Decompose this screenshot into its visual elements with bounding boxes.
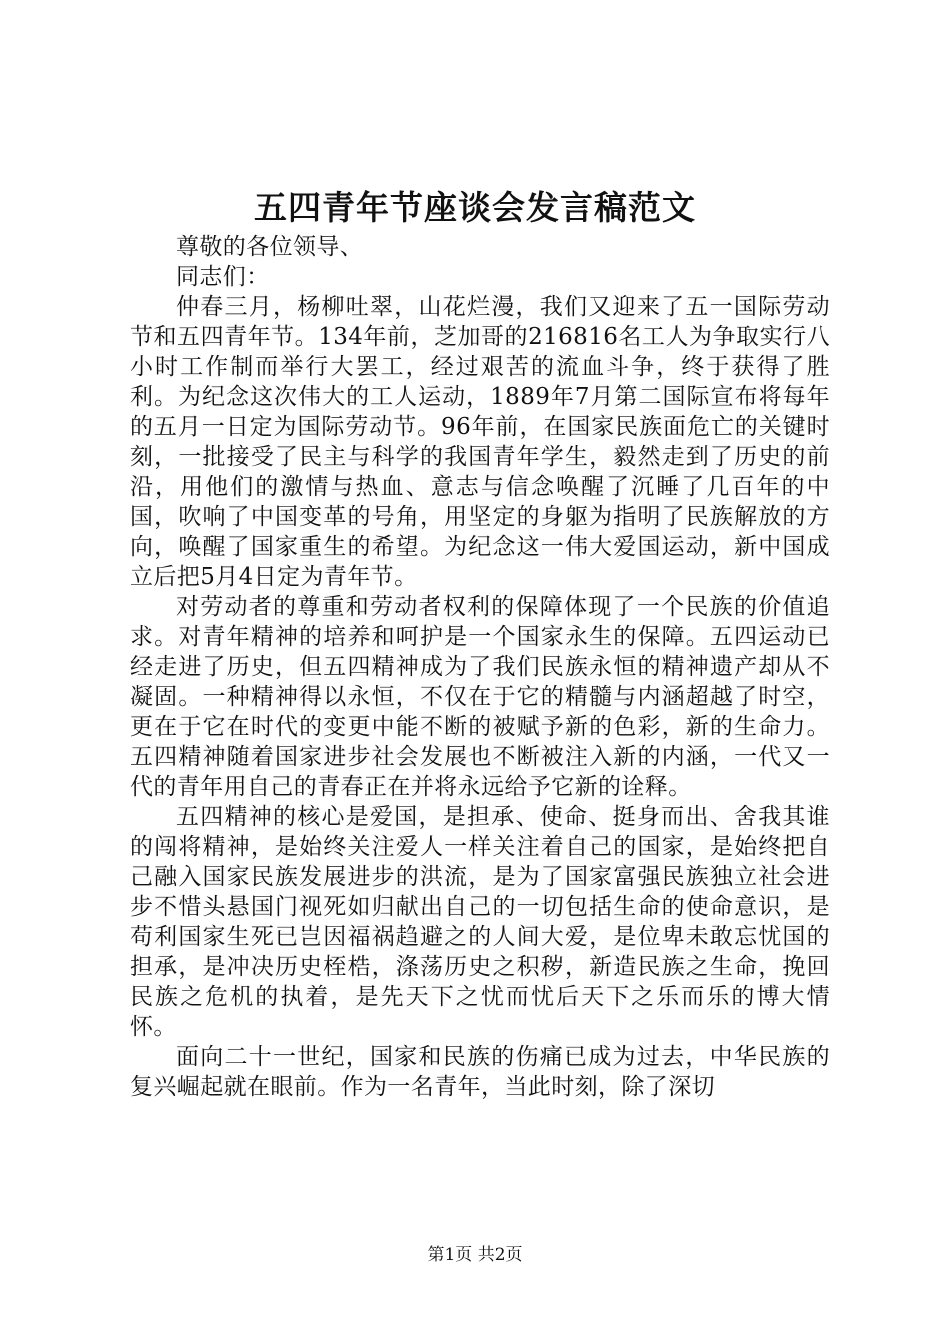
body-paragraph-1: 仲春三月，杨柳吐翠，山花烂漫，我们又迎来了五一国际劳动节和五四青年节。134年前，芝加哥的216816名工人为争取实行八小时工作制而举行大罢工，经过艰苦的流血斗争，终于获得了胜利。为纪念这次伟大的工人运动，1889年7月第二国际宣布将每年的五月一日定为国际劳动节。96年前，在国家民族面危亡的关键时刻，一批接受了民主与科学的我国青年学生，毅然走到了历史的前沿，用他们的激情与热血、意志与信念唤醒了沉睡了几百年的中国，吹响了中国变革的号角，用坚定的身躯为指明了民族解放的方向，唤醒了国家重生的希望。为纪念这一伟大爱国运动，新中国成立后把5月4日定为青年节。	[130, 294, 830, 590]
body-paragraph-2: 对劳动者的尊重和劳动者权利的保障体现了一个民族的价值追求。对青年精神的培养和呵护是一个国家永生的保障。五四运动已经走进了历史，但五四精神成为了我们民族永恒的精神遗产却从不凝固。一种精神得以永恒，不仅在于它的精髓与内涵超越了时空，更在于它在时代的变更中能不断的被赋予新的色彩，新的生命力。五四精神随着国家进步社会发展也不断被注入新的内涵，一代又一代的青年用自己的青春正在并将永远给予它新的诠释。	[130, 594, 830, 800]
document-title: 五四青年节座谈会发言稿范文	[254, 188, 696, 227]
document-body	[130, 232, 830, 1102]
body-paragraph-4: 面向二十一世纪，国家和民族的伤痛已成为过去，中华民族的复兴崛起就在眼前。作为一名青年，当此时刻，除了深切	[130, 1044, 830, 1100]
page-number-footer: 第1页 共2页	[427, 1245, 523, 1265]
salutation-line-2: 同志们：	[176, 264, 270, 290]
body-paragraph-3: 五四精神的核心是爱国，是担承、使命、挺身而出、舍我其谁的闯将精神，是始终关注爱人一样关注着自己的国家，是始终把自己融入国家民族发展进步的洪流，是为了国家富强民族独立社会进步不惜头悬国门视死如归献出自己的一切包括生命的使命意识，是苟利国家生死已岂因福祸趋避之的人间大爱，是位卑未敢忘忧国的担承，是冲决历史桎梏，涤荡历史之积秽，新造民族之生命，挽回民族之危机的执着，是先天下之忧而忧后天下之乐而乐的博大情怀。	[130, 804, 830, 1040]
salutation-line-1: 尊敬的各位领导、	[176, 234, 364, 260]
